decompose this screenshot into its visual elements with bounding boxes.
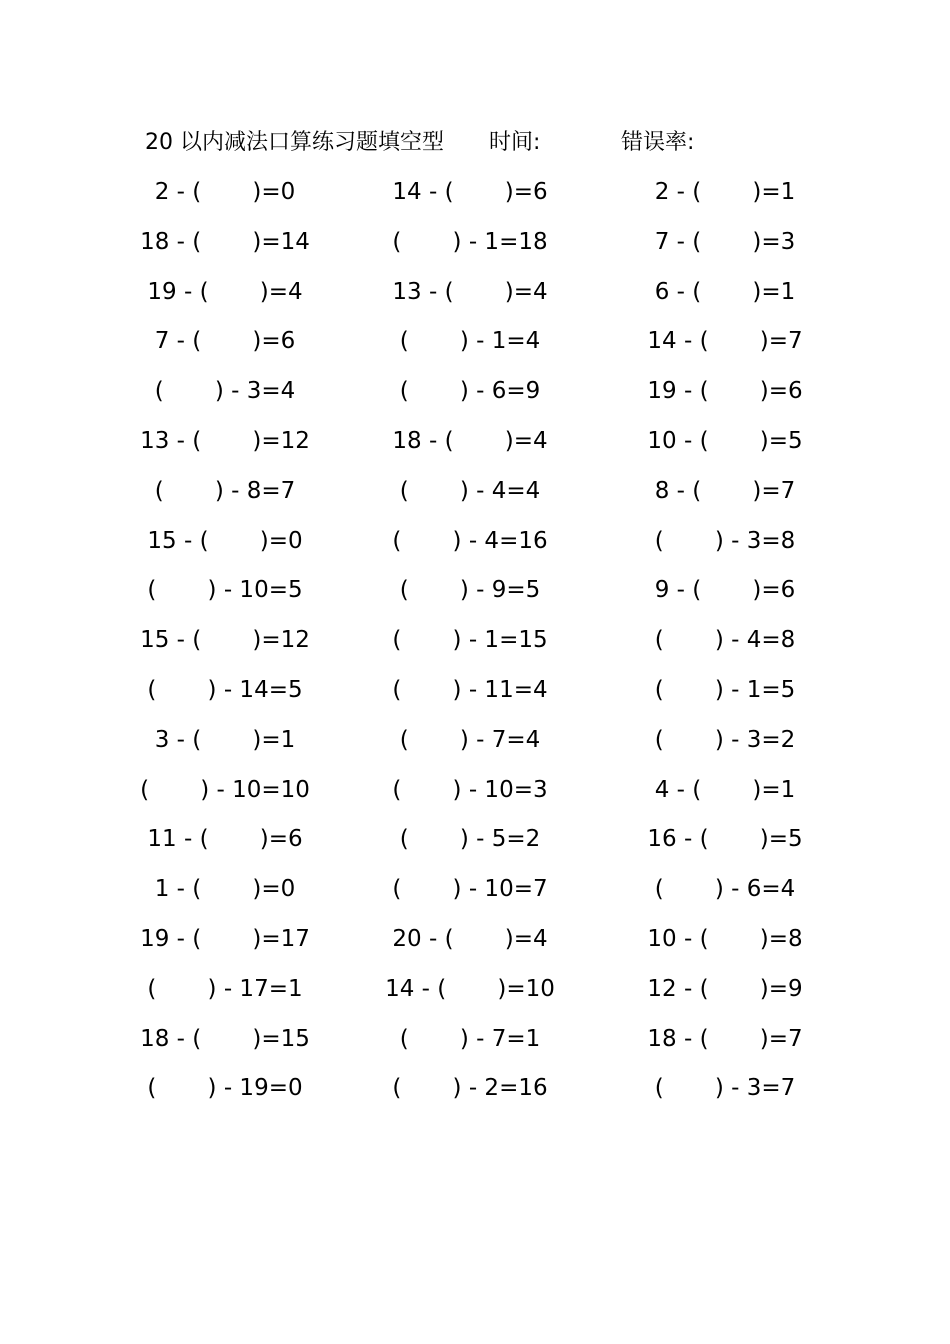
problem-row <box>140 919 820 959</box>
problem-item: 19 - ( )=17 <box>140 926 310 952</box>
problem-item: 11 - ( )=6 <box>147 826 303 853</box>
problem-item: ( ) - 17=1 <box>147 975 303 1002</box>
problem-item: 14 - ( )=6 <box>392 179 548 205</box>
error-rate-label: 错误率: <box>621 130 695 155</box>
problem-item: ( ) - 4=16 <box>392 527 548 554</box>
worksheet-header <box>145 126 785 160</box>
problem-item: 15 - ( )=12 <box>140 627 310 654</box>
problem-row <box>140 720 820 760</box>
problem-item: 13 - ( )=4 <box>392 278 548 305</box>
problem-item: 4 - ( )=1 <box>654 776 796 803</box>
problem-item: 18 - ( )=4 <box>392 428 548 454</box>
problem-item: ( ) - 6=4 <box>654 876 796 903</box>
problem-item: 19 - ( )=4 <box>147 278 303 305</box>
problem-item: 1 - ( )=0 <box>154 876 296 903</box>
problem-item: ( ) - 11=4 <box>392 677 548 703</box>
problem-item: 16 - ( )=5 <box>647 826 803 853</box>
problem-item: ( ) - 1=18 <box>392 228 548 255</box>
problem-item: 2 - ( )=0 <box>154 179 296 205</box>
problem-item: ( ) - 10=10 <box>140 776 310 803</box>
problem-item: 10 - ( )=8 <box>647 926 803 952</box>
problem-item: ( ) - 7=1 <box>399 1025 541 1052</box>
problem-item: ( ) - 10=3 <box>392 776 548 803</box>
problem-item: ( ) - 1=4 <box>399 328 541 355</box>
problem-row <box>140 172 820 212</box>
problem-item: ( ) - 3=2 <box>654 726 796 753</box>
problem-item: 13 - ( )=12 <box>140 428 310 454</box>
problem-row <box>140 1068 820 1108</box>
problem-item: 19 - ( )=6 <box>647 378 803 405</box>
problem-row <box>140 620 820 660</box>
problem-item: ( ) - 4=8 <box>654 627 796 654</box>
problem-item: 10 - ( )=5 <box>647 428 803 454</box>
problem-item: 2 - ( )=1 <box>654 179 796 205</box>
problem-item: 18 - ( )=14 <box>140 228 310 255</box>
problem-row <box>140 570 820 610</box>
problem-row <box>140 969 820 1009</box>
problem-item: 7 - ( )=3 <box>654 228 796 255</box>
problem-row <box>140 421 820 461</box>
problem-item: 20 - ( )=4 <box>392 926 548 952</box>
problem-row <box>140 521 820 561</box>
problem-item: ( ) - 14=5 <box>147 677 303 703</box>
problem-row <box>140 869 820 909</box>
problem-row <box>140 222 820 262</box>
problem-row <box>140 1019 820 1059</box>
problem-item: 14 - ( )=10 <box>385 975 555 1002</box>
problem-row <box>140 272 820 312</box>
problem-item: 18 - ( )=7 <box>647 1025 803 1052</box>
problem-row <box>140 471 820 511</box>
time-label: 时间: <box>489 130 541 155</box>
problem-item: ( ) - 7=4 <box>399 726 541 753</box>
problem-item: 3 - ( )=1 <box>154 726 296 753</box>
problem-item: 8 - ( )=7 <box>654 477 796 504</box>
problem-grid <box>140 172 820 1112</box>
problem-item: ( ) - 3=8 <box>654 527 796 554</box>
problem-row <box>140 770 820 810</box>
problem-item: ( ) - 19=0 <box>147 1075 303 1102</box>
problem-item: ( ) - 2=16 <box>392 1075 548 1102</box>
problem-item: 7 - ( )=6 <box>154 328 296 355</box>
problem-item: ( ) - 6=9 <box>399 378 541 405</box>
problem-item: 6 - ( )=1 <box>654 278 796 305</box>
problem-item: ( ) - 10=7 <box>392 876 548 903</box>
problem-item: ( ) - 8=7 <box>154 477 296 504</box>
problem-item: ( ) - 1=15 <box>392 627 548 654</box>
problem-item: ( ) - 1=5 <box>654 677 796 703</box>
problem-item: 14 - ( )=7 <box>647 328 803 355</box>
problem-row <box>140 819 820 859</box>
problem-item: 9 - ( )=6 <box>654 577 796 604</box>
problem-item: ( ) - 9=5 <box>399 577 541 604</box>
problem-item: ( ) - 5=2 <box>399 826 541 853</box>
problem-item: 12 - ( )=9 <box>647 975 803 1002</box>
problem-row <box>140 670 820 710</box>
problem-item: ( ) - 4=4 <box>399 477 541 504</box>
problem-item: 15 - ( )=0 <box>147 527 303 554</box>
problem-item: 18 - ( )=15 <box>140 1025 310 1052</box>
problem-row <box>140 371 820 411</box>
problem-item: ( ) - 3=4 <box>154 378 296 405</box>
worksheet-title: 20 以内减法口算练习题填空型 <box>145 130 444 155</box>
problem-item: ( ) - 10=5 <box>147 577 303 604</box>
problem-row <box>140 321 820 361</box>
problem-item: ( ) - 3=7 <box>654 1075 796 1102</box>
